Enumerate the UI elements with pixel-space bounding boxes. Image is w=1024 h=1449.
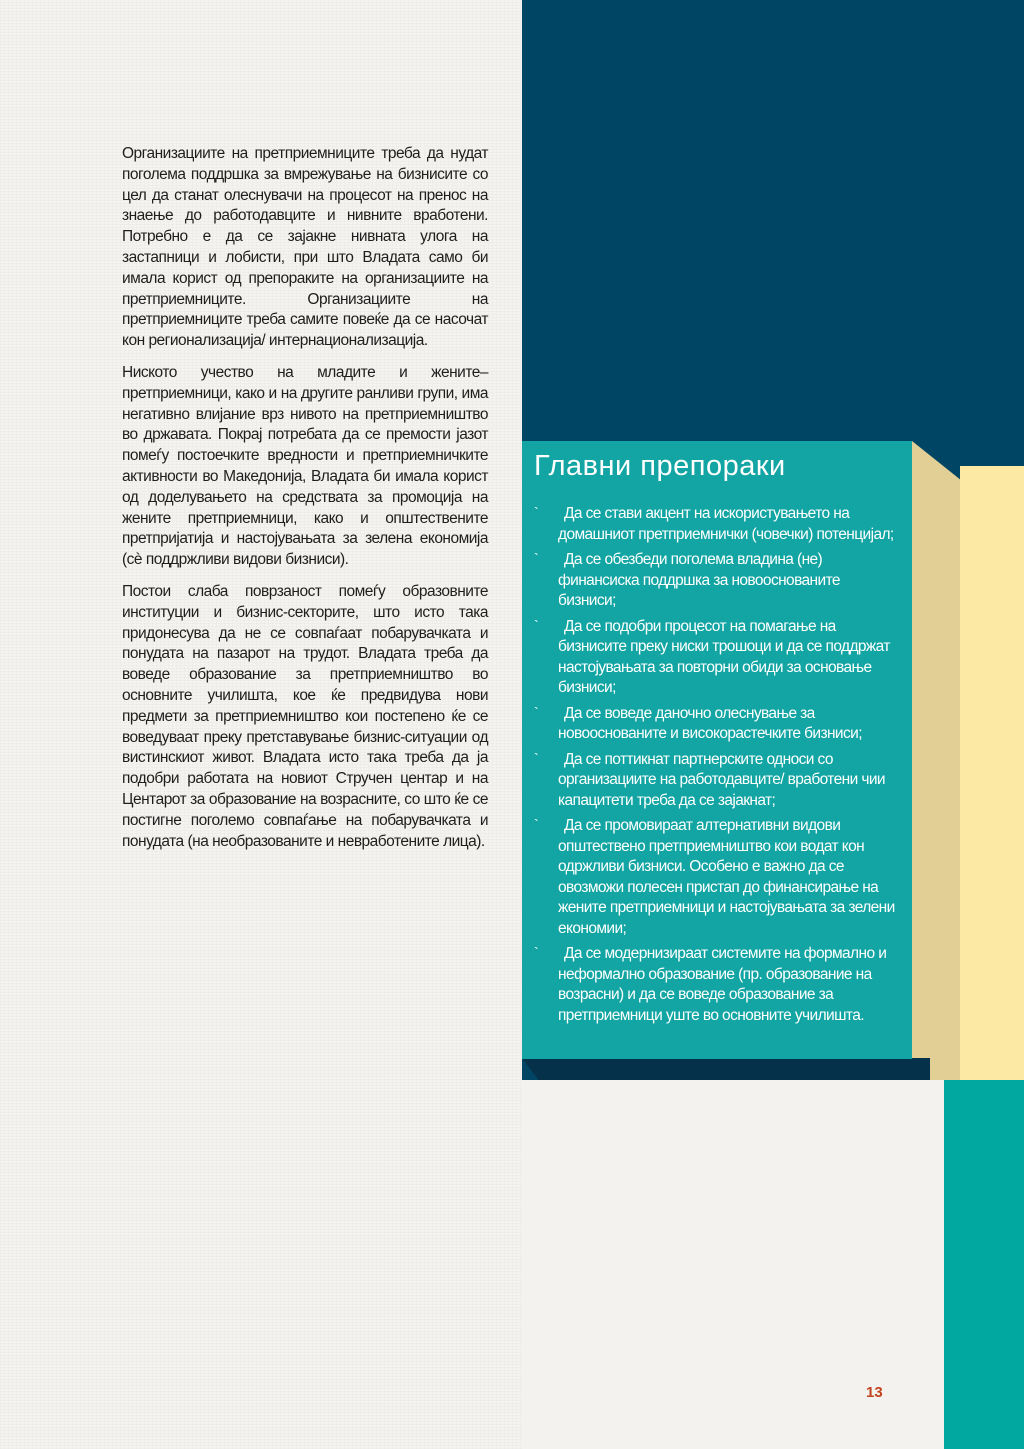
box-side-pale-panel bbox=[960, 466, 1024, 1080]
recommendation-text: Да се модернизираат системите на формално и неформално образование (пр. образование на возрасни) и да се воведе образование за претприемници уште во основните училишта. bbox=[558, 945, 887, 1024]
bullet-mark: ` bbox=[534, 749, 539, 766]
recommendation-text: Да се стави акцент на искористувањето на домашниот претприемнички (човечки) потенцијал; bbox=[558, 505, 894, 543]
bullet-mark: ` bbox=[534, 550, 539, 566]
recommendation-text: Да се поттикнат партнерските односи со организациите на работодавците/ вработени чии капацитети треба да се зајакнат; bbox=[558, 750, 885, 809]
bullet-mark: ` bbox=[534, 616, 539, 633]
recommendation-item bbox=[534, 944, 898, 1026]
box-side-shade-panel bbox=[912, 441, 960, 1080]
bullet-mark: ` bbox=[534, 944, 539, 960]
bullet-mark: ` bbox=[534, 504, 539, 520]
recommendations-list bbox=[534, 504, 898, 1031]
recommendation-text: Да се воведе даночно олеснување за новооснованите и високорастечките бизниси; bbox=[558, 704, 862, 742]
recommendation-item bbox=[534, 816, 898, 939]
recommendation-text: Да се обезбеди поголема владина (не) финансиска поддршка за новооснованите бизниси; bbox=[558, 551, 840, 609]
body-paragraph-1: Организациите на претприемниците треба да нудат поголема поддршка за вмрежување на бизнисите со цел да станат олеснувачи на процесот на пренос на знаење до работодавците и нивните вработени. Потребно е да се зајакне нивната улога на застапници и лобисти, при што Владата само би имала корист од препораките на организациите на претприемниците. Организациите на претприемниците треба самите повеќе да се насочат кон регионализација/ интернационализација. bbox=[122, 145, 488, 350]
bullet-mark: ` bbox=[534, 816, 539, 832]
recommendation-text: Да се подобри процесот на помагање на бизнисите преку ниски трошоци и да се поддржат настојувањата за повторни обиди за основање бизниси; bbox=[558, 617, 890, 696]
bullet-mark: ` bbox=[534, 703, 539, 720]
page-number: 13 bbox=[866, 1384, 883, 1401]
teal-decor-strip bbox=[944, 1080, 1024, 1449]
recommendation-item bbox=[534, 504, 898, 545]
recommendation-item bbox=[534, 550, 898, 612]
recommendations-title: Главни препораки bbox=[534, 450, 786, 482]
body-paragraph-2: Ниското учество на младите и жените–претприемници, како и на другите ранливи групи, има негативно влијание врз нивото на претприемништво во државата. Покрај потребата да се премости јазот помеѓу постоечките вредности и претприемничките активности во Македонија, Владата би имала корист од доделувањето на средствата за промоција на жените претприемници, како и општествените претпријатија и настојувањата за зелена економија (сè поддржливи видови бизниси). bbox=[122, 363, 488, 569]
recommendation-item bbox=[534, 750, 898, 812]
recommendation-item bbox=[534, 617, 898, 699]
recommendation-item bbox=[534, 704, 898, 745]
recommendation-text: Да се промовираат алтернативни видови општествено претприемништво кои водат кон одржливи бизниси. Особено е важно да се овозможи полесен пристап до финансирање на жените претприемници и настојувањата за зелени економии; bbox=[558, 817, 895, 937]
body-paragraph-3: Постои слаба поврзаност помеѓу образовните институции и бизнис-секторите, што исто така придонесува да не се совпаѓаат побарувачката и понудата на пазарот на трудот. Владата треба да воведе образование за претприемништво во основните училишта, кое ќе предвидува нови предмети за претприемништво кои постепено ќе се воведуваат преку претставување бизнис-ситуации од вистинскиот живот. Владата исто така треба да ја подобри работата на новиот Стручен центар и на Центарот за образование на возрасните, со што ќе се постигне поголемо совпаѓање на побарувачката и понудата (на необразованите и невработените лица). bbox=[122, 582, 488, 850]
box-bottom-shadow bbox=[522, 1058, 930, 1080]
body-text-column bbox=[122, 144, 488, 863]
